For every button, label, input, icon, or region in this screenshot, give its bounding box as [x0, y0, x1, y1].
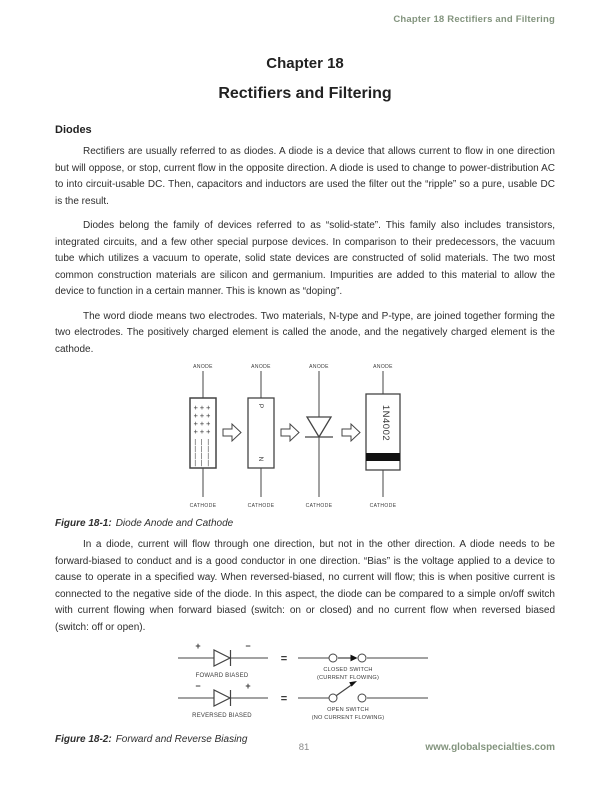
paragraph-4: In a diode, current will flow through one direction, but not in the other direction. A diode needs to be forward-biased to conduct and is a good conductor in one direction. “Bias” is the voltage applied to a device to cause to operate in a specified way. When reversed-biased, no current will flow; this is when positive current is connected to the negative side of the diode. In this aspect, the diode can be compared to a simple on/off switch with current flowing when forward biased (switch: on or closed) and no current flow when reversed biased (switch: off or open).	[55, 539, 555, 633]
cathode-label: CATHODE	[247, 503, 275, 509]
anode-label: ANODE	[251, 364, 271, 370]
p-region-row: +++	[193, 412, 213, 420]
paragraph-2: Diodes belong the family of devices referred to as “solid-state”. This family also includes transistors, integrated circuits, and a few other special purpose devices. In comparison to their predecessors, the vacuum tube which utilizes a vacuum to operate, solid state devices are constructed of solid materials. The two most common construction materials are silicon and germanium. Impurities are added to this material to allow the device to function in a certain manner. This is known as “doping”.	[55, 220, 555, 297]
switch-contact	[329, 654, 337, 662]
switch-blade-open	[337, 685, 353, 696]
paragraph-3: The word diode means two electrodes. Two materials, N-type and P-type, are joined together forming the two electrodes. The positively charged element is called the anode, and the negatively charged element is the cathode.	[55, 310, 555, 355]
diode-pn-block	[248, 364, 275, 509]
p-region-row: +++	[193, 404, 213, 412]
minus-sign: −	[195, 681, 201, 691]
p-region-row: +++	[193, 428, 213, 436]
figure-18-2-diagram	[170, 638, 440, 726]
minus-sign: −	[245, 641, 251, 651]
current-arrowhead	[351, 655, 358, 662]
switch-contact	[358, 654, 366, 662]
figure-18-1-caption	[55, 518, 555, 529]
n-label: N	[257, 456, 264, 462]
running-header: Chapter 18 Rectifiers and Filtering	[393, 14, 555, 25]
figure-18-2	[55, 638, 555, 731]
n-region-row: |||	[193, 445, 213, 453]
reversed-biased-label: REVERSED BIASED	[192, 713, 252, 719]
n-region-row: |||	[193, 438, 213, 446]
n-region-row: |||	[193, 459, 213, 467]
website-link[interactable]: www.globalspecialties.com	[425, 742, 555, 753]
caption-text: Forward and Reverse Biasing	[115, 734, 248, 745]
diode-package	[366, 364, 400, 509]
chapter-subtitle: Rectifiers and Filtering	[218, 85, 392, 102]
caption-text: Diode Anode and Cathode	[115, 518, 234, 529]
section-heading-diodes: Diodes	[55, 124, 92, 136]
cathode-label: CATHODE	[305, 503, 333, 509]
equals-sign: =	[280, 653, 288, 665]
anode-label: ANODE	[309, 364, 329, 370]
forward-biased-label: FOWARD BIASED	[195, 673, 249, 679]
plus-sign: +	[195, 641, 201, 651]
arrow-right-icon	[342, 424, 360, 441]
n-region-row: |||	[193, 452, 213, 460]
cathode-label: CATHODE	[189, 503, 217, 509]
open-switch-label: OPEN SWITCH	[327, 707, 369, 713]
p-region-row: +++	[193, 420, 213, 428]
diode-triangle	[214, 650, 230, 666]
arrow-right-icon	[281, 424, 299, 441]
cathode-band	[366, 453, 400, 461]
caption-label: Figure 18-2:	[55, 734, 112, 745]
anode-label: ANODE	[193, 364, 213, 370]
equals-sign: =	[280, 693, 288, 705]
reversed-biased-row	[178, 681, 428, 721]
diode-doped-block	[190, 364, 217, 509]
figure-18-1-diagram	[175, 360, 435, 510]
switch-contact	[358, 694, 366, 702]
arrow-right-icon	[223, 424, 241, 441]
closed-switch-label: CLOSED SWITCH	[323, 667, 373, 673]
p-label: P	[257, 403, 264, 409]
diode-schematic-symbol	[305, 364, 333, 509]
diode-triangle	[214, 690, 230, 706]
forward-biased-row	[178, 641, 428, 681]
plus-sign: +	[245, 681, 251, 691]
diode-triangle	[307, 417, 331, 437]
caption-label: Figure 18-1:	[55, 518, 112, 529]
no-current-label: (NO CURRENT FLOWING)	[311, 715, 385, 721]
paragraph-1: Rectifiers are usually referred to as diodes. A diode is a device that allows current to flow in one direction but will oppose, or stop, current flow in the opposite direction. A diode is used to change to power-distribution AC to into circuit-usable DC. Then, capacitors and inductors are used the filter out the “ripple” so a pure, usable DC is the result.	[55, 146, 555, 207]
switch-contact	[329, 694, 337, 702]
page-footer	[0, 742, 608, 756]
figure-18-1	[55, 360, 555, 515]
part-number-label: 1N4002	[380, 404, 391, 442]
current-flowing-label: (CURRENT FLOWING)	[316, 675, 380, 681]
page-number: 81	[298, 742, 310, 753]
anode-label: ANODE	[373, 364, 393, 370]
cathode-label: CATHODE	[369, 503, 397, 509]
chapter-title: Chapter 18	[266, 55, 344, 72]
